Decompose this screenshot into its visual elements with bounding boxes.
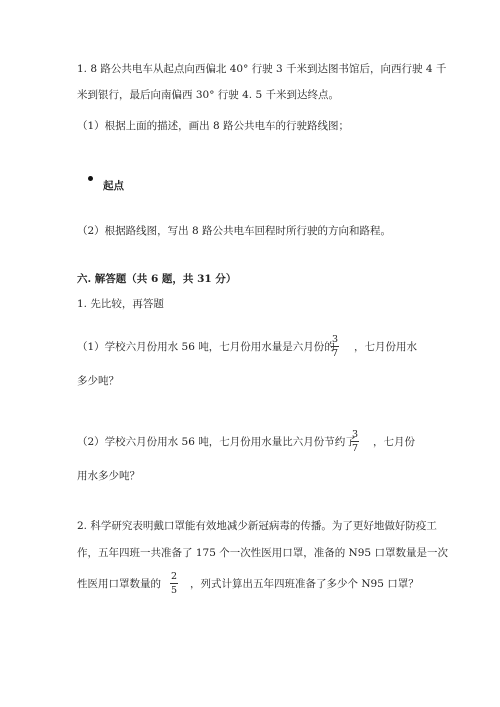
- q1-part-1: （1）根据上面的描述，画出 8 路公共电车的行驶路线图；: [77, 120, 350, 132]
- q3-line-3-end: ，列式计算出五年四班准备了多少个 N95 口罩？: [190, 578, 419, 590]
- q2-part-2-text: （2）学校六月份用水 56 吨，七月份用水量比六月份节约了: [77, 436, 356, 448]
- fraction-denominator: 7: [331, 348, 339, 359]
- fraction-bar: [351, 441, 359, 442]
- q2-part-1-tail: ，七月份用水: [354, 341, 417, 353]
- fraction-denominator: 5: [170, 585, 178, 596]
- q1-line-2: 米到银行，最后向南偏西 30° 行驶 4. 5 千米到达终点。: [77, 89, 339, 101]
- start-point-dot: [88, 176, 93, 181]
- section-title: 六. 解答题（共 6 题，共 31 分）: [77, 273, 237, 285]
- fraction-numerator: 3: [351, 429, 359, 440]
- fraction-numerator: 3: [331, 334, 339, 345]
- q3-line-2: 作，五年四班一共准备了 175 个一次性医用口罩，准备的 N95 口罩数量是一次: [77, 547, 448, 559]
- fraction-3-7-a: [331, 334, 339, 359]
- q1-line-1: 1. 8 路公共电车从起点向西偏北 40° 行驶 3 千米到达图书馆后，向西行驶 4 千: [77, 63, 447, 75]
- q2-part-2-question: 用水多少吨？: [77, 470, 140, 482]
- q1-part-2: （2）根据路线图，写出 8 路公共电车回程时所行驶的方向和路程。: [77, 225, 392, 237]
- fraction-2-5: [170, 571, 178, 596]
- fraction-denominator: 7: [351, 443, 359, 454]
- start-point-label: 起点: [103, 180, 124, 192]
- fraction-bar: [170, 583, 178, 584]
- q3-line-1: 2. 科学研究表明戴口罩能有效地减少新冠病毒的传播。为了更好地做好防疫工: [77, 520, 437, 532]
- q3-line-3-start: 性医用口罩数量的: [77, 578, 161, 590]
- q2-part-1-text: （1）学校六月份用水 56 吨，七月份用水量是六月份的: [77, 341, 335, 353]
- fraction-numerator: 2: [170, 571, 178, 582]
- q2-part-2-tail: ，七月份: [373, 436, 415, 448]
- fraction-3-7-b: [351, 429, 359, 454]
- q2-part-1-question: 多少吨？: [77, 375, 119, 387]
- q2-intro: 1. 先比较，再答题: [77, 298, 164, 310]
- fraction-bar: [331, 346, 339, 347]
